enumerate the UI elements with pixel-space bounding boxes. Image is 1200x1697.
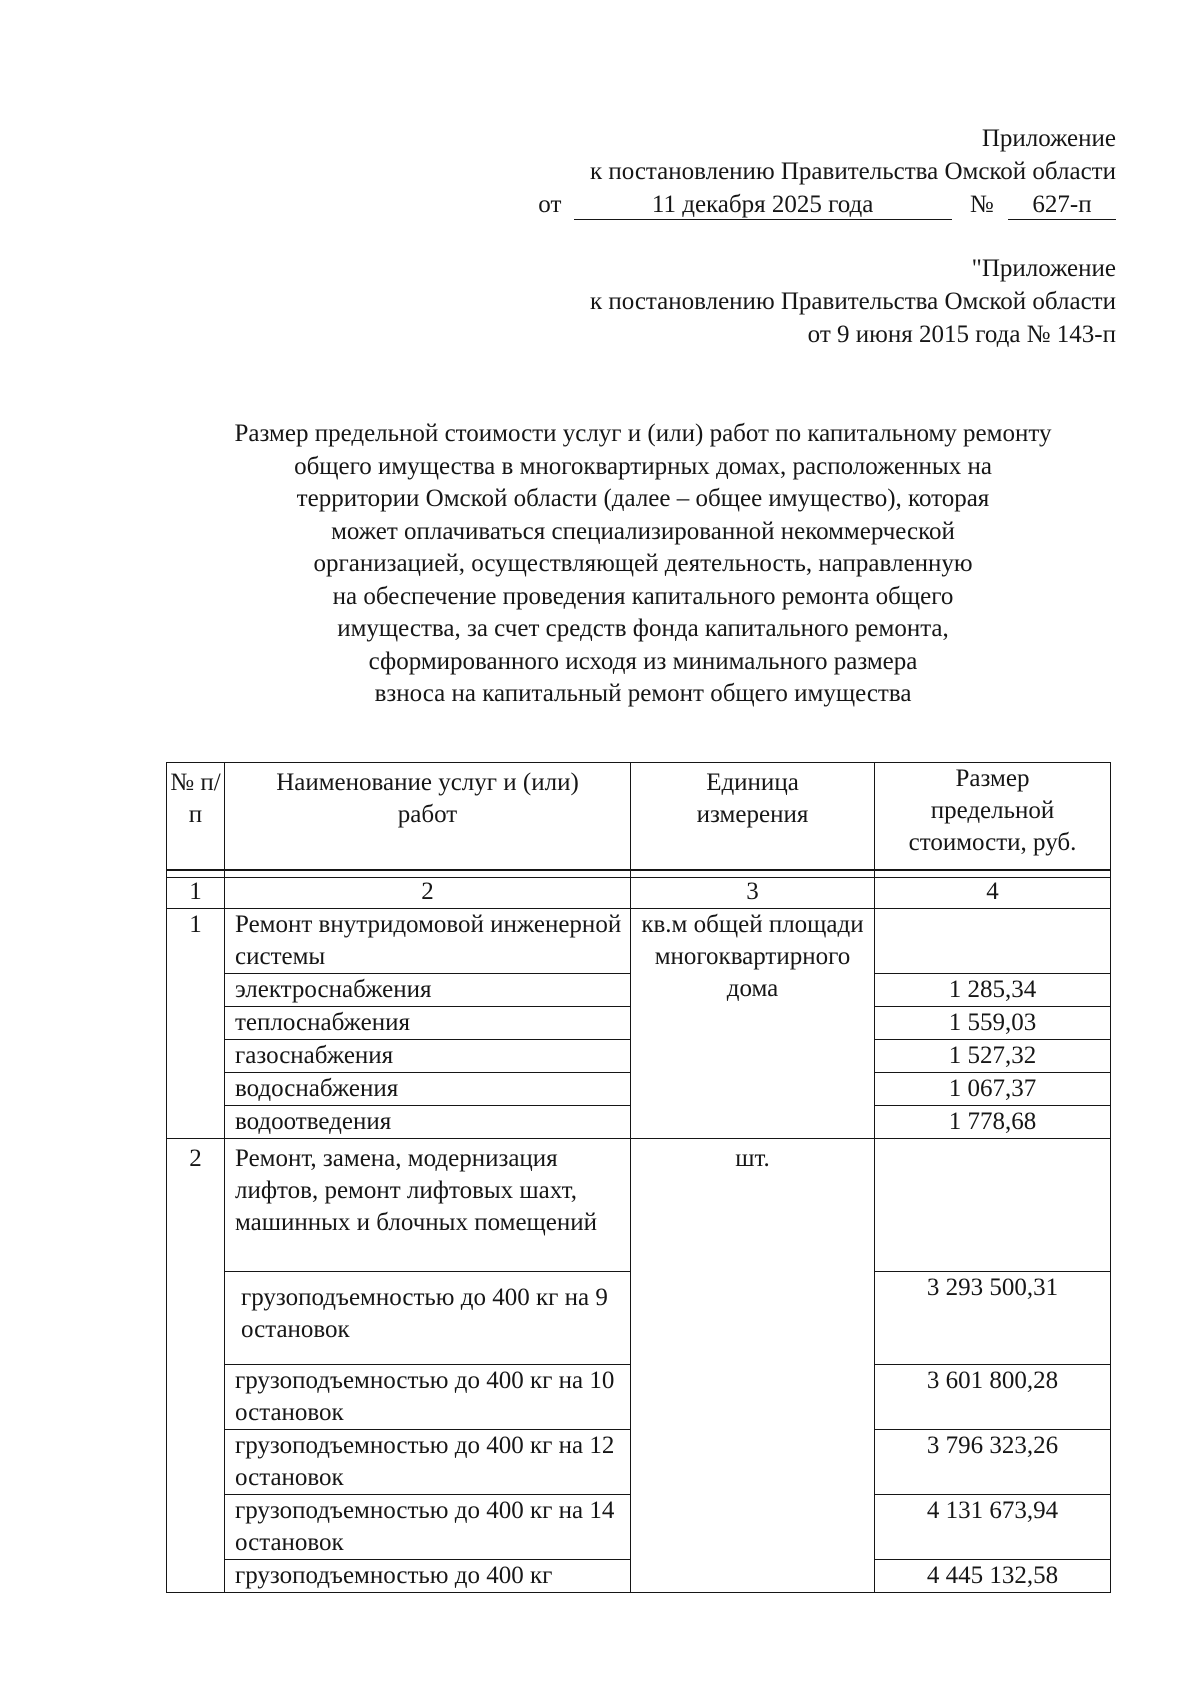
title-line: Размер предельной стоимости услуг и (или) работ по капитальному ремонту bbox=[234, 420, 1052, 447]
section-unit: кв.м общей площади многоквартирного дома bbox=[631, 909, 875, 1139]
item-cost: 3 293 500,31 bbox=[875, 1272, 1111, 1365]
header-name: Наименование услуг и (или) работ bbox=[225, 763, 631, 871]
title-line: территории Омской области (далее – общее имущество), которая bbox=[296, 485, 990, 512]
item-name: грузоподъемностью до 400 кг на 14 остановок bbox=[225, 1495, 631, 1560]
item-cost: 1 778,68 bbox=[875, 1106, 1111, 1139]
item-name: водоотведения bbox=[225, 1106, 631, 1139]
item-cost: 1 527,32 bbox=[875, 1040, 1111, 1073]
col-number: 3 bbox=[631, 878, 875, 909]
section-title: Ремонт, замена, модернизация лифтов, ремонт лифтовых шахт, машинных и блочных помещений bbox=[225, 1139, 631, 1272]
prior-decree-date: от 9 июня 2015 года № 143-п bbox=[807, 321, 1116, 348]
header-num: № п/п bbox=[167, 763, 225, 871]
table-header-row bbox=[167, 763, 1111, 871]
document-title bbox=[170, 418, 1116, 711]
appendix-title: Приложение bbox=[981, 125, 1116, 152]
item-cost: 1 559,03 bbox=[875, 1007, 1111, 1040]
col-number: 4 bbox=[875, 878, 1111, 909]
appendix-header bbox=[538, 122, 1116, 221]
item-name: электроснабжения bbox=[225, 974, 631, 1007]
prior-decree-header bbox=[590, 252, 1116, 351]
item-name: теплоснабжения bbox=[225, 1007, 631, 1040]
item-cost: 4 445 132,58 bbox=[875, 1560, 1111, 1593]
title-line: организацией, осуществляющей деятельность, направленную bbox=[313, 550, 973, 577]
item-name: грузоподъемностью до 400 кг на 12 остановок bbox=[225, 1430, 631, 1495]
number-sign: № bbox=[969, 191, 994, 218]
section-title: Ремонт внутридомовой инженерной системы bbox=[225, 909, 631, 974]
table-row bbox=[167, 909, 1111, 974]
prior-decree: к постановлению Правительства Омской области bbox=[589, 288, 1116, 315]
item-cost: 1 285,34 bbox=[875, 974, 1111, 1007]
item-name: грузоподъемностью до 400 кг на 10 остановок bbox=[225, 1365, 631, 1430]
item-cost: 3 601 800,28 bbox=[875, 1365, 1111, 1430]
table-row bbox=[167, 1139, 1111, 1272]
decree-number: 627-п bbox=[1008, 191, 1116, 220]
appendix-decree: к постановлению Правительства Омской области bbox=[589, 158, 1116, 185]
title-line: имущества, за счет средств фонда капитального ремонта, bbox=[337, 615, 949, 642]
appendix-date-line bbox=[538, 188, 1116, 221]
section-unit: шт. bbox=[631, 1139, 875, 1593]
header-unit: Единица измерения bbox=[631, 763, 875, 871]
title-line: сформированного исходя из минимального размера bbox=[368, 647, 918, 675]
section-number: 1 bbox=[167, 909, 225, 1139]
item-name: водоснабжения bbox=[225, 1073, 631, 1106]
section-cost-empty bbox=[875, 1139, 1111, 1272]
title-line: общего имущества в многоквартирных домах, расположенных на bbox=[294, 452, 992, 480]
header-cost: Размер предельной стоимости, руб. bbox=[875, 763, 1111, 871]
title-line: на обеспечение проведения капитального ремонта общего bbox=[332, 582, 954, 610]
cost-table bbox=[166, 762, 1111, 1593]
col-number: 2 bbox=[225, 878, 631, 909]
item-cost: 1 067,37 bbox=[875, 1073, 1111, 1106]
section-number: 2 bbox=[167, 1139, 225, 1593]
item-cost: 4 131 673,94 bbox=[875, 1495, 1111, 1560]
decree-date: 11 декабря 2025 года bbox=[574, 191, 952, 220]
item-name: газоснабжения bbox=[225, 1040, 631, 1073]
section-cost-empty bbox=[875, 909, 1111, 974]
item-name: грузоподъемностью до 400 кг bbox=[225, 1560, 631, 1593]
prior-appendix-title: "Приложение bbox=[971, 255, 1116, 282]
title-line: может оплачиваться специализированной некоммерческой bbox=[331, 517, 955, 545]
from-prefix: от bbox=[538, 191, 562, 218]
title-line: взноса на капитальный ремонт общего имущества bbox=[374, 680, 912, 707]
column-number-row bbox=[167, 878, 1111, 909]
item-cost: 3 796 323,26 bbox=[875, 1430, 1111, 1495]
col-number: 1 bbox=[167, 878, 225, 909]
header-gap bbox=[167, 870, 1111, 878]
item-name: грузоподъемностью до 400 кг на 9 остановок bbox=[225, 1272, 631, 1365]
